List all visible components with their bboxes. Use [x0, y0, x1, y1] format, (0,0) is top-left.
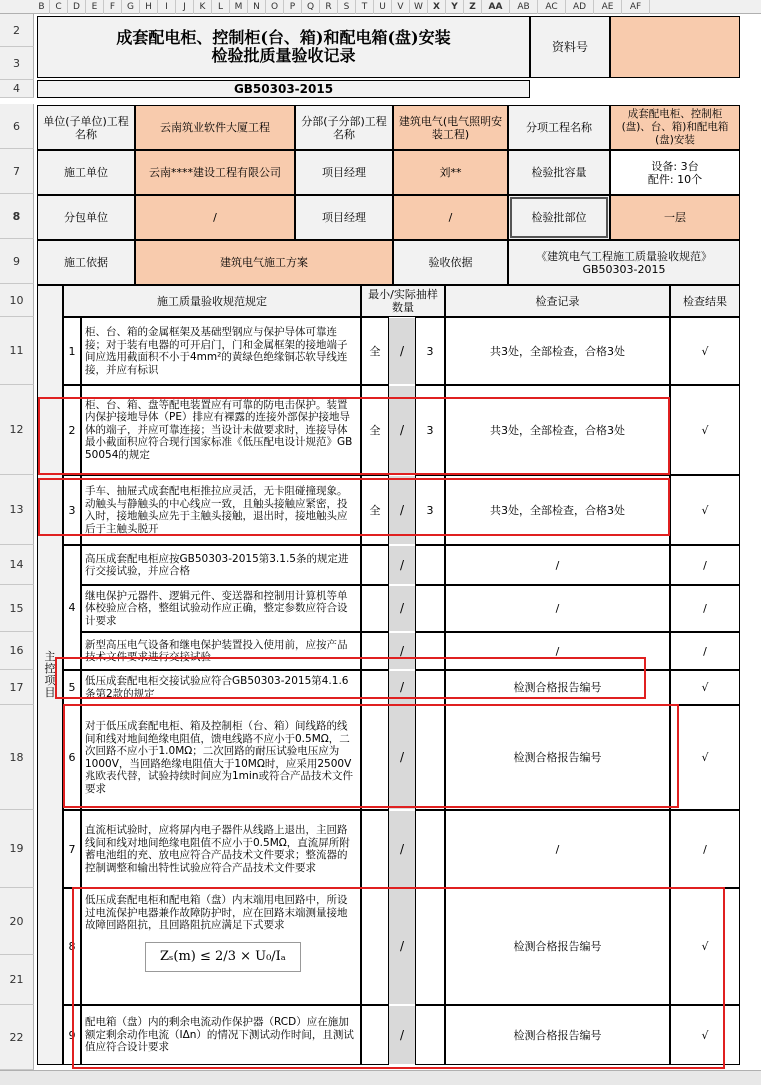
column-header-x[interactable]: X	[428, 0, 446, 14]
column-header-q[interactable]: Q	[302, 0, 320, 14]
sample-actual[interactable]	[415, 1005, 445, 1065]
inspection-result[interactable]: √	[670, 705, 740, 810]
column-header-ac[interactable]: AC	[538, 0, 566, 14]
basis-label: 施工依据	[37, 240, 135, 285]
sample-actual[interactable]: 3	[415, 475, 445, 545]
sample-header: 最小/实际抽样数量	[361, 285, 445, 317]
column-header-z[interactable]: Z	[464, 0, 482, 14]
row-header-10[interactable]: 10	[0, 284, 34, 317]
sample-actual[interactable]: 3	[415, 317, 445, 385]
column-header-e[interactable]: E	[86, 0, 104, 14]
subcontractor-label: 分包单位	[37, 195, 135, 240]
sample-min[interactable]	[361, 1005, 389, 1065]
item-requirement: 手车、抽屉式成套配电柜推拉应灵活，无卡阻碰撞现象。动触头与静触头的中心线应一致，且触头接触应紧密，投入时，接地触头应先于主触头接触，退出时，接地触头应后于主触头脱开	[81, 475, 361, 545]
pm2-value[interactable]: /	[393, 195, 508, 240]
sample-slash: /	[389, 811, 415, 887]
row-header-9[interactable]: 9	[0, 239, 34, 284]
record-header: 检查记录	[445, 285, 670, 317]
column-header-w[interactable]: W	[410, 0, 428, 14]
section-label: 主控项目	[37, 285, 63, 1065]
item-label: 分项工程名称	[508, 105, 610, 150]
column-header-ae[interactable]: AE	[594, 0, 622, 14]
sample-slash: /	[389, 386, 415, 474]
sample-slash: /	[389, 318, 415, 384]
pm-label: 项目经理	[295, 150, 393, 195]
inspection-record[interactable]: 检测合格报告编号	[445, 670, 670, 705]
capacity-label: 检验批容量	[508, 150, 610, 195]
row-header-21[interactable]: 21	[0, 955, 34, 1005]
sample-actual[interactable]	[415, 545, 445, 585]
capacity-parts: 配件: 10个	[647, 172, 703, 186]
row-header-17[interactable]: 17	[0, 670, 34, 705]
row-header-16[interactable]: 16	[0, 632, 34, 670]
unit-label: 单位(子单位)工程名称	[37, 105, 135, 150]
item-number: 2	[63, 385, 81, 475]
sample-min[interactable]	[361, 670, 389, 705]
title-line-2: 检验批质量验收记录	[211, 46, 356, 65]
title-line-1: 成套配电柜、控制柜(台、箱)和配电箱(盘)安装	[116, 28, 451, 47]
column-header-l[interactable]: L	[212, 0, 230, 14]
sample-actual[interactable]	[415, 810, 445, 888]
column-header-s[interactable]: S	[338, 0, 356, 14]
column-header-ad[interactable]: AD	[566, 0, 594, 14]
column-header-c[interactable]: C	[50, 0, 68, 14]
inspection-record[interactable]: /	[445, 545, 670, 585]
inspection-record[interactable]: /	[445, 585, 670, 632]
column-header-t[interactable]: T	[356, 0, 374, 14]
inspection-record[interactable]: /	[445, 632, 670, 670]
column-header-j[interactable]: J	[176, 0, 194, 14]
sample-actual[interactable]: 3	[415, 385, 445, 475]
sample-min[interactable]	[361, 810, 389, 888]
unit-value[interactable]: 云南筑业软件大厦工程	[135, 105, 295, 150]
sample-min[interactable]	[361, 545, 389, 585]
row-header-6[interactable]: 6	[0, 104, 34, 149]
inspection-result[interactable]: /	[670, 585, 740, 632]
column-header-p[interactable]: P	[284, 0, 302, 14]
item-requirement: 继电保护元器件、逻辑元件、变送器和控制用计算机等单体校验应合格，整组试验动作应正确，整定参数应符合设计要求	[81, 585, 361, 632]
inspection-record[interactable]: 共3处，全部检查，合格3处	[445, 475, 670, 545]
column-header-m[interactable]: M	[230, 0, 248, 14]
item-requirement: 新型高压电气设备和继电保护装置投入使用前，应按产品技术文件要求进行交接试验	[81, 632, 361, 670]
basis-value[interactable]: 建筑电气施工方案	[135, 240, 393, 285]
sample-min[interactable]: 全	[361, 385, 389, 475]
item-requirement: 柜、台、箱、盘等配电装置应有可靠的防电击保护。装置内保护接地导体（PE）排应有裸露的连接外部保护接地导体的端子，并应可靠连接；当设计未做要求时，连接导体最小截面积应符合现行国家标准《低压配电设计规范》GB 50054的规定	[81, 385, 361, 475]
item-number: 6	[63, 705, 81, 810]
row-header-2[interactable]: 2	[0, 14, 34, 47]
item-number: 3	[63, 475, 81, 545]
column-header-f[interactable]: F	[104, 0, 122, 14]
column-header-h[interactable]: H	[140, 0, 158, 14]
row-header-15[interactable]: 15	[0, 585, 34, 632]
item-number: 5	[63, 670, 81, 705]
row-header-11[interactable]: 11	[0, 317, 34, 385]
sample-slash: /	[389, 1006, 415, 1064]
inspection-result[interactable]: √	[670, 670, 740, 705]
row-header-8[interactable]: 8	[0, 194, 34, 239]
sample-min[interactable]	[361, 632, 389, 670]
item-requirement: 低压成套配电柜交接试验应符合GB50303-2015第4.1.6条第2款的规定	[81, 670, 361, 705]
column-header-o[interactable]: O	[266, 0, 284, 14]
row-header-12[interactable]: 12	[0, 385, 34, 475]
capacity-value[interactable]	[610, 150, 740, 195]
inspection-result[interactable]: /	[670, 545, 740, 585]
column-header-y[interactable]: Y	[446, 0, 464, 14]
sample-min[interactable]	[361, 705, 389, 810]
item-number: 4	[63, 545, 81, 670]
inspection-record[interactable]: 检测合格报告编号	[445, 888, 670, 1005]
subcontractor-value[interactable]: /	[135, 195, 295, 240]
accept-value: 《建筑电气工程施工质量验收规范》GB50303-2015	[508, 240, 740, 285]
sub-value[interactable]: 建筑电气(电气照明安装工程)	[393, 105, 508, 150]
doc-no-value[interactable]	[610, 16, 740, 78]
inspection-record[interactable]: 检测合格报告编号	[445, 1005, 670, 1065]
sample-actual[interactable]	[415, 705, 445, 810]
capacity-equipment: 设备: 3台	[651, 159, 699, 173]
inspection-result[interactable]: √	[670, 385, 740, 475]
row-header-3[interactable]: 3	[0, 47, 34, 80]
sample-slash: /	[389, 546, 415, 584]
result-header: 检查结果	[670, 285, 740, 317]
item-number: 1	[63, 317, 81, 385]
inspection-result[interactable]: /	[670, 810, 740, 888]
column-header-bar	[0, 0, 761, 14]
sample-min[interactable]: 全	[361, 475, 389, 545]
row-header-4[interactable]: 4	[0, 80, 34, 98]
inspection-result[interactable]: /	[670, 632, 740, 670]
item-requirement: 配电箱（盘）内的剩余电流动作保护器（RCD）应在施加额定剩余动作电流（IΔn）的情况下测试动作时间，且测试值应符合设计要求	[81, 1005, 361, 1065]
contractor-value[interactable]: 云南****建设工程有限公司	[135, 150, 295, 195]
sample-slash: /	[389, 706, 415, 809]
part-value[interactable]: 一层	[610, 195, 740, 240]
column-header-n[interactable]: N	[248, 0, 266, 14]
sample-slash: /	[389, 586, 415, 631]
item-requirement	[81, 888, 361, 1005]
column-header-r[interactable]: R	[320, 0, 338, 14]
standard-code: GB50303-2015	[37, 80, 530, 98]
column-header-u[interactable]: U	[374, 0, 392, 14]
row-header-13[interactable]: 13	[0, 475, 34, 545]
item-requirement: 对于低压成套配电柜、箱及控制柜（台、箱）间线路的线间和线对地间绝缘电阻值，馈电线路不应小于0.5MΩ，二次回路不应小于1.0MΩ；二次回路的耐压试验电压应为1000V，当回路绝缘电阻值大于10MΩ时，应采用2500V兆欧表代替，试验持续时间应为1min或符合产品技术文件要求	[81, 705, 361, 810]
sample-actual[interactable]	[415, 632, 445, 670]
inspection-result[interactable]: √	[670, 888, 740, 1005]
impedance-formula: Zₛ(m) ≤ 2/3 × U₀/Iₐ	[145, 942, 301, 973]
column-header-aa[interactable]: AA	[482, 0, 510, 14]
sample-min[interactable]	[361, 888, 389, 1005]
column-header-b[interactable]: B	[34, 0, 50, 14]
column-header-v[interactable]: V	[392, 0, 410, 14]
requirement-text: 低压成套配电柜和配电箱（盘）内末端用电回路中，所设过电流保护电器兼作故障防护时，应在回路末端测量接地故障回路阻抗，且回路阻抗应满足下式要求	[85, 894, 348, 931]
inspection-record[interactable]: /	[445, 810, 670, 888]
column-header-af[interactable]: AF	[622, 0, 650, 14]
sheet-scroll-area[interactable]	[0, 1070, 761, 1085]
item-requirement: 柜、台、箱的金属框架及基础型钢应与保护导体可靠连接；对于装有电器的可开启门，门和金属框架的接地端子间应选用截面积不小于4mm²的黄绿色绝缘铜芯软导线连接，并应有标识	[81, 317, 361, 385]
spec-header: 施工质量验收规范规定	[63, 285, 361, 317]
pm2-label: 项目经理	[295, 195, 393, 240]
sample-slash: /	[389, 633, 415, 669]
sample-actual[interactable]	[415, 888, 445, 1005]
sample-slash: /	[389, 889, 415, 1004]
column-header-i[interactable]: I	[158, 0, 176, 14]
column-header-k[interactable]: K	[194, 0, 212, 14]
sample-min[interactable]	[361, 585, 389, 632]
accept-label: 验收依据	[393, 240, 508, 285]
column-header-g[interactable]: G	[122, 0, 140, 14]
sub-label: 分部(子分部)工程名称	[295, 105, 393, 150]
row-header-19[interactable]: 19	[0, 810, 34, 888]
inspection-record[interactable]: 共3处，全部检查，合格3处	[445, 385, 670, 475]
form-title	[37, 16, 530, 78]
inspection-record[interactable]: 共3处，全部检查，合格3处	[445, 317, 670, 385]
pm-value[interactable]: 刘**	[393, 150, 508, 195]
item-number: 8	[63, 888, 81, 1005]
contractor-label: 施工单位	[37, 150, 135, 195]
item-requirement: 高压成套配电柜应按GB50303-2015第3.1.5条的规定进行交接试验，并应合格	[81, 545, 361, 585]
item-number: 7	[63, 810, 81, 888]
inspection-result[interactable]: √	[670, 1005, 740, 1065]
column-header-d[interactable]: D	[68, 0, 86, 14]
sample-actual[interactable]	[415, 670, 445, 705]
row-header-22[interactable]: 22	[0, 1005, 34, 1070]
row-header-7[interactable]: 7	[0, 149, 34, 194]
row-header-20[interactable]: 20	[0, 888, 34, 955]
sample-actual[interactable]	[415, 585, 445, 632]
sample-slash: /	[389, 671, 415, 704]
sample-min[interactable]: 全	[361, 317, 389, 385]
column-header-ab[interactable]: AB	[510, 0, 538, 14]
doc-no-label: 资料号	[530, 16, 610, 78]
item-value[interactable]: 成套配电柜、控制柜(盘)、台、箱)和配电箱(盘)安装	[610, 105, 740, 150]
inspection-record[interactable]: 检测合格报告编号	[445, 705, 670, 810]
inspection-result[interactable]: √	[670, 317, 740, 385]
row-header-14[interactable]: 14	[0, 545, 34, 585]
inspection-result[interactable]: √	[670, 475, 740, 545]
part-label[interactable]: 检验批部位	[508, 195, 610, 240]
item-number: 9	[63, 1005, 81, 1065]
sample-slash: /	[389, 476, 415, 544]
row-header-18[interactable]: 18	[0, 705, 34, 810]
item-requirement: 直流柜试验时，应将屏内电子器件从线路上退出，主回路线间和线对地间绝缘电阻值不应小于0.5MΩ，直流屏所附蓄电池组的充、放电应符合产品技术文件要求；整流器的控制调整和输出特性试验应符合产品技术文件要求	[81, 810, 361, 888]
